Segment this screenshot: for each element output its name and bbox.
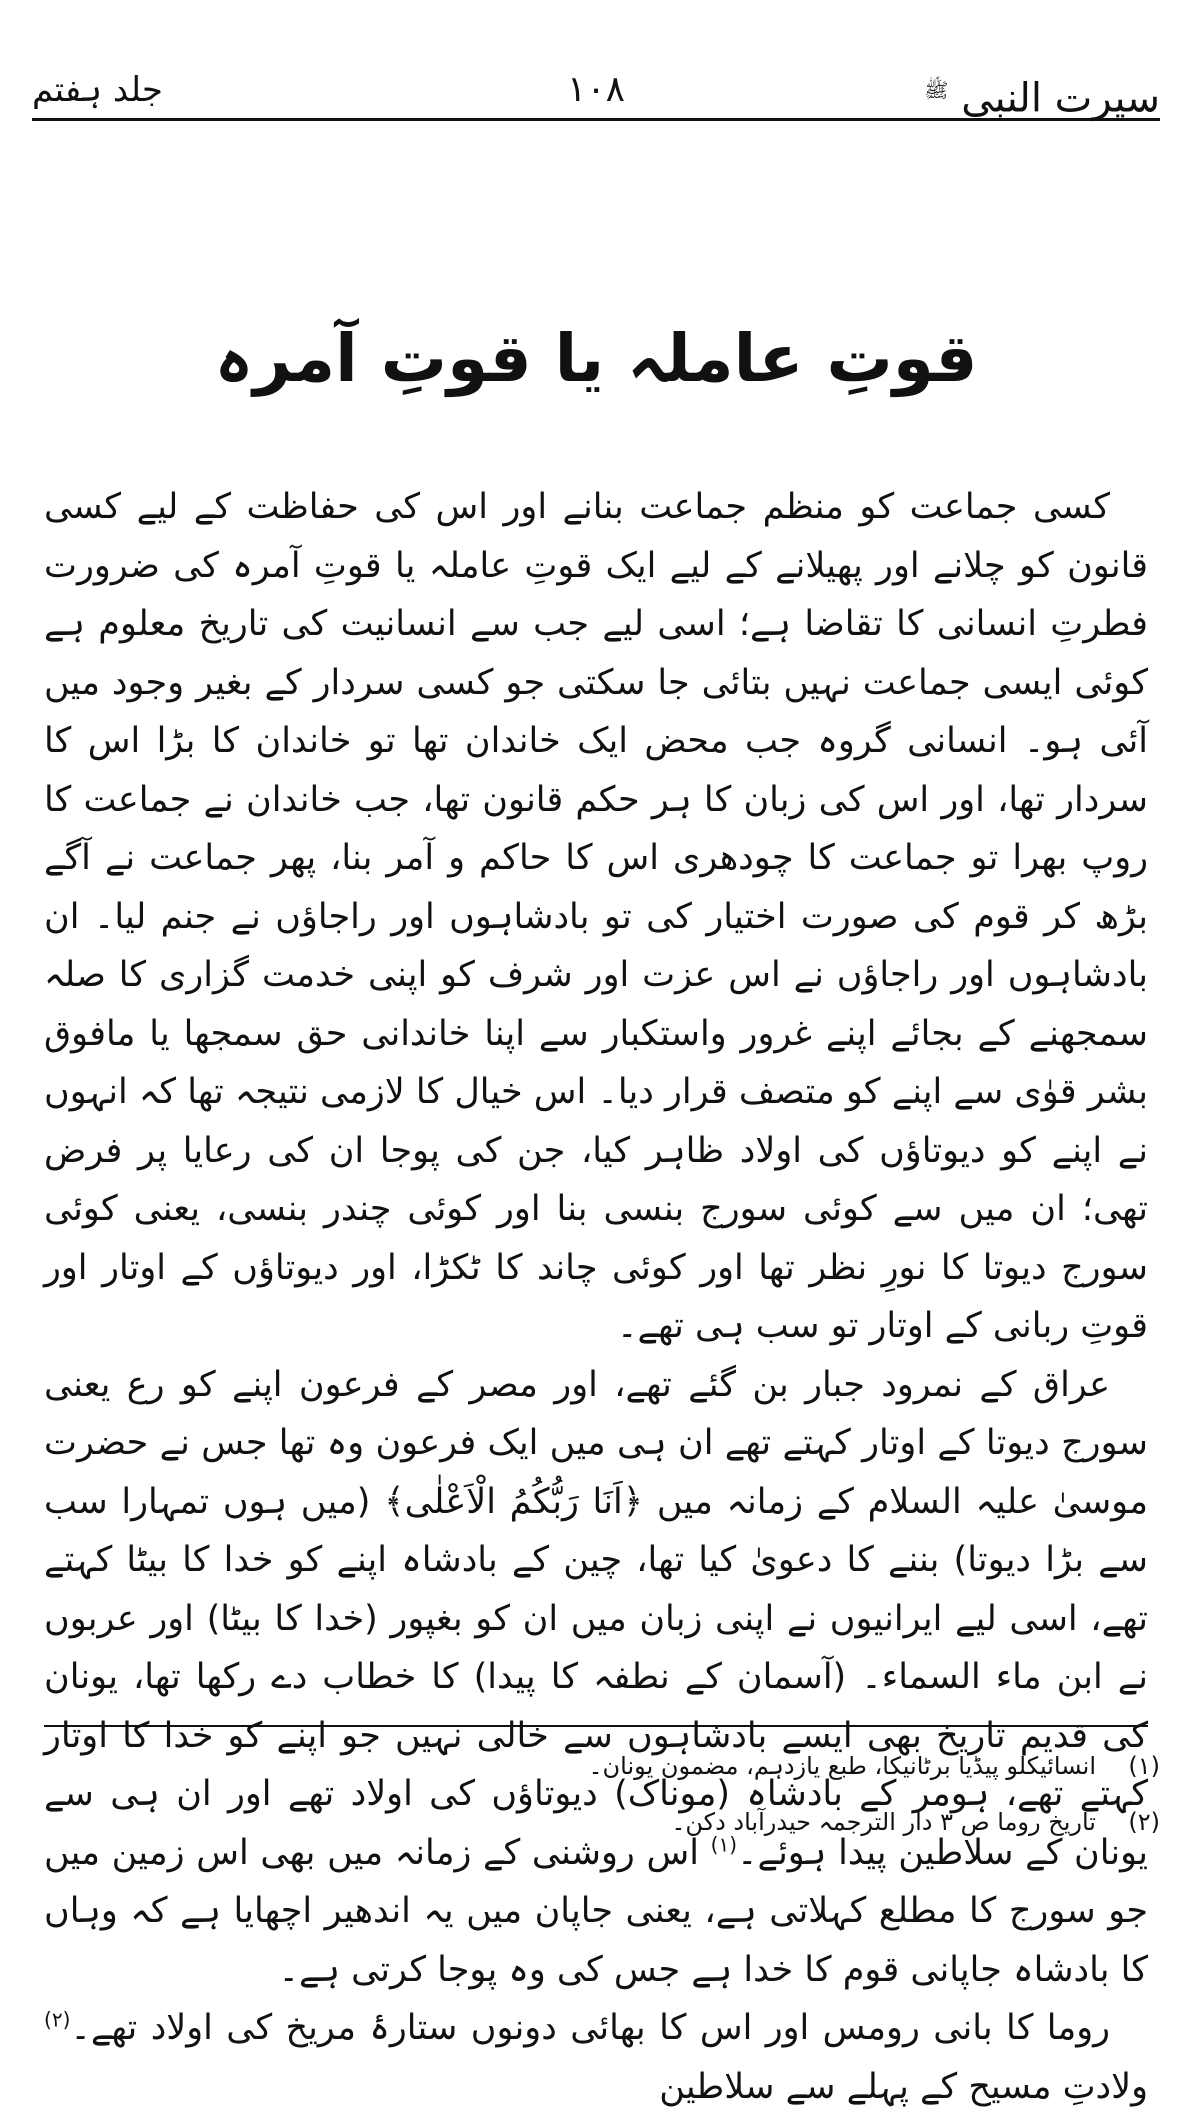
paragraph-2: [44, 1356, 1148, 2000]
paragraph-1: کسی جماعت کو منظم جماعت بنانے اور اس کی حفاظت کے لیے کسی قانون کو چلانے اور پھیلانے کے لیے ایک قوتِ عاملہ یا قوتِ آمرہ کی ضرورت فطرتِ انسانی کا تقاضا ہے؛ اسی لیے جب سے انسانیت کی تاریخ معلوم ہے کوئی ایسی جماعت نہیں بتائی جا سکتی جو کسی سردار کے بغیر وجود میں آئی ہو۔ انسانی گروہ جب محض ایک خاندان تھا تو خاندان کا بڑا اس کا سردار تھا، اور اس کی زبان کا ہر حکم قانون تھا، جب خاندان نے جماعت کا روپ بھرا تو جماعت کا چودھری اس کا حاکم و آمر بنا، پھر جماعت نے آگے بڑھ کر قوم کی صورت اختیار کی تو بادشاہوں اور راجاؤں نے جنم لیا۔ ان بادشاہوں اور راجاؤں نے اس عزت اور شرف کو اپنی خدمت گزاری کا صلہ سمجھنے کے بجائے اپنے غرور واستکبار سے اپنا خاندانی حق سمجھا یا مافوق بشر قوٰی سے اپنے کو متصف قرار دیا۔ اس خیال کا لازمی نتیجہ تھا کہ انہوں نے اپنے کو دیوتاؤں کی اولاد ظاہر کیا، جن کی پوجا ان کی رعایا پر فرض تھی؛ ان میں سے کوئی سورج بنسی بنا اور کوئی چندر بنسی، یعنی کوئی سورج دیوتا کا نورِ نظر تھا اور کوئی چاند کا ٹکڑا، اور دیوتاؤں کے اوتار اور قوتِ ربانی کے اوتار تو سب ہی تھے۔: [44, 487, 1148, 1346]
footnote-ref-1: (۱): [710, 1831, 738, 1856]
chapter-title: قوتِ عاملہ یا قوتِ آمرہ: [214, 320, 978, 398]
paragraph-3-part-2: ولادتِ مسیح کے پہلے سے سلاطین: [659, 2066, 1148, 2107]
footnote-ref-2: (۲): [44, 2007, 71, 2032]
paragraph-2-part-2: اس روشنی کے زمانہ میں بھی اس زمین میں جو سورج کا مطلع کہلاتی ہے، یعنی جاپان میں یہ اندھیر اچھایا ہے کہ وہاں کا بادشاہ جاپانی قوم کا خدا ہے جس کی وہ پوجا کرتی ہے۔: [44, 1832, 1148, 1990]
footnote-2: [44, 1794, 1160, 1850]
body-text: [44, 478, 1148, 2116]
paragraph-3-part-1: روما کا بانی رومس اور اس کا بھائی دونوں ستارۂ مریخ کی اولاد تھے۔: [70, 2008, 1110, 2048]
paragraph-3: [44, 1999, 1148, 2116]
running-header: [32, 60, 1160, 120]
footnote-2-number: (۲): [1128, 1808, 1160, 1836]
footnote-2-text: تاریخ روما ص ۳ دار الترجمہ حیدرآباد دکن۔: [671, 1808, 1096, 1836]
footnote-1-text: انسائیکلو پیڈیا برٹانیکا، طبع یازدہم، مضمون یونان۔: [588, 1752, 1096, 1780]
footnote-divider: [44, 1725, 1148, 1727]
honorific-glyph: ﷺ: [924, 78, 949, 102]
footnotes: [44, 1738, 1160, 1850]
header-divider: [32, 118, 1160, 121]
book-title-text: سیرت النبی: [961, 75, 1160, 122]
volume-label: جلد ہفتم: [32, 70, 163, 110]
page-number: ۱۰۸: [566, 69, 626, 110]
footnote-1-number: (۱): [1128, 1752, 1160, 1780]
paragraph-2-part-1: عراق کے نمرود جبار بن گئے تھے، اور مصر کے فرعون اپنے کو رع یعنی سورج دیوتا کے اوتار کہتے تھے ان ہی میں ایک فرعون وہ تھا جس نے حضرت موسیٰ علیہ السلام کے زمانہ میں ﴿اَنَا رَبُّکُمُ الْاَعْلٰی﴾ (میں ہوں تمہارا سب سے بڑا دیوتا) بننے کا دعویٰ کیا تھا، چین کے بادشاہ اپنے کو خدا کا بیٹا کہتے تھے، اسی لیے ایرانیوں نے اپنی زبان میں ان کو بغپور (خدا کا بیٹا) اور عربوں نے ابن ماء السماء۔ (آسمان کے نطفہ کا پیدا) کا خطاب دے رکھا تھا، یونان کی قدیم تاریخ بھی ایسے بادشاہوں سے خالی نہیں جو اپنے کو خدا کا اوتار کہتے تھے، ہومر کے بادشاہ (موناک) دیوتاؤں کی اولاد تھے اور ان ہی سے یونان کے سلاطین پیدا ہوئے۔: [44, 1364, 1148, 1873]
footnote-1: [44, 1738, 1160, 1794]
